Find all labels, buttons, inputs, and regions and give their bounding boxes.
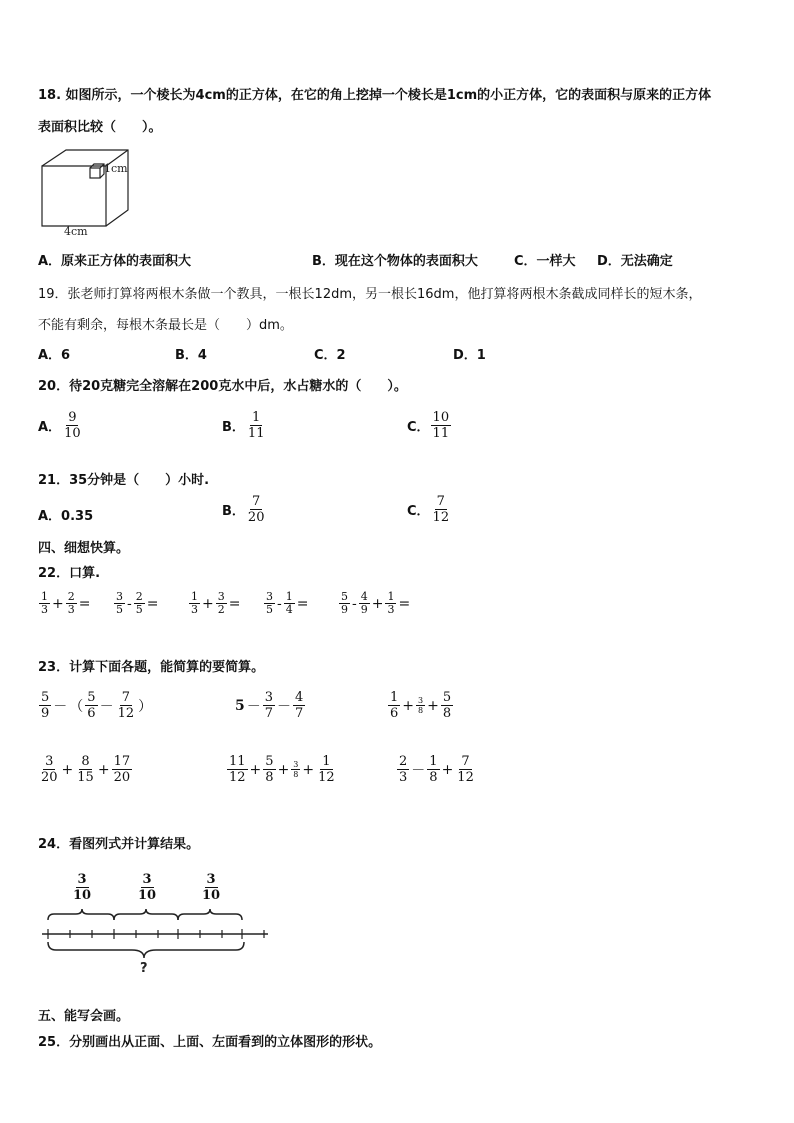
q23-expr-3: $\frac{1}{6}$ + $\frac{3}{8}$ + $\frac{5}{8}$: [390, 690, 452, 721]
q21-text: 21．35分钟是（ ）小时.: [38, 473, 210, 488]
cube-figure: [36, 146, 146, 238]
brace-top-3: [178, 909, 242, 920]
q22-item-1: $\frac{1}{3}$ + $\frac{2}{3}$ =: [41, 590, 91, 616]
q23-expr-1: $\frac{5}{9}$ － （ $\frac{5}{6}$ － $\frac{7}{12}$ ）: [41, 690, 153, 721]
small-cube-label: 1cm: [104, 162, 128, 175]
q22-item-3: $\frac{1}{3}$ + $\frac{3}{2}$ =: [191, 590, 241, 616]
cube-front-face: [42, 166, 106, 226]
q19-option-d: D．1: [453, 348, 486, 363]
q25-text: 25．分别画出从正面、上面、左面看到的立体图形的形状。: [38, 1035, 382, 1050]
brace-top-1: [48, 909, 114, 920]
q22-item-5: $\frac{5}{9}$ - $\frac{4}{9}$ + $\frac{1}{3}$ =: [341, 590, 411, 616]
q22-item-2: $\frac{3}{5}$ - $\frac{2}{5}$ =: [116, 590, 159, 616]
q20-text: 20．待20克糖完全溶解在200克水中后，水占糖水的（ ）。: [38, 379, 407, 394]
q19-line2: 不能有剩余，每根木条最长是（ ）dm。: [38, 318, 293, 333]
q20-option-c: C． $\frac{10}{11}$: [407, 410, 450, 441]
q19-option-b: B．4: [175, 348, 207, 363]
q18-option-a: A．原来正方体的表面积大: [38, 254, 192, 269]
q24-label-2: $\frac{3}{10}$: [138, 872, 157, 903]
q21-option-c: C． $\frac{7}{12}$: [407, 494, 450, 525]
q22-text: 22．口算.: [38, 566, 101, 581]
q21-option-a: A．0.35: [38, 509, 94, 524]
q18-option-b: B．现在这个物体的表面积大: [312, 254, 478, 269]
q20-option-b: B． $\frac{1}{11}$: [222, 410, 265, 441]
number-line-diagram: [40, 908, 272, 974]
q24-text: 24．看图列式并计算结果。: [38, 837, 200, 852]
q18-option-c: C．一样大: [514, 254, 576, 269]
q23-expr-2: 5 － $\frac{3}{7}$ － $\frac{4}{7}$: [235, 690, 304, 721]
q24-label-3: $\frac{3}{10}$: [202, 872, 221, 903]
q23-expr-6: $\frac{2}{3}$ － $\frac{1}{8}$ + $\frac{7}{12}$: [399, 754, 474, 785]
section-5-heading: 五、能写会画。: [38, 1009, 130, 1024]
q19-line1: 19．张老师打算将两根木条做一个教具，一根长12dm，另一根长16dm，他打算将两根木条截成同样长的短木条，: [38, 287, 702, 302]
brace-top-2: [114, 909, 178, 920]
small-cube-cut: [90, 168, 100, 178]
q22-item-4: $\frac{3}{5}$ - $\frac{1}{4}$ =: [266, 590, 309, 616]
q18-line2: 表面积比较（ ）。: [38, 120, 162, 135]
q23-text: 23．计算下面各题，能简算的要简算。: [38, 660, 265, 675]
section-4-heading: 四、细想快算。: [38, 541, 130, 556]
q23-expr-4: $\frac{3}{20}$ + $\frac{8}{15}$ + $\frac{17}{20}$: [41, 754, 131, 785]
brace-bottom: [48, 942, 244, 958]
q18-option-d: D．无法确定: [597, 254, 673, 269]
q19-option-c: C．2: [314, 348, 346, 363]
q21-option-b: B． $\frac{7}{20}$: [222, 494, 265, 525]
q19-option-a: A．6: [38, 348, 71, 363]
q18-line1: 18. 如图所示，一个棱长为4cm的正方体，在它的角上挖掉一个棱长是1cm的小正方体，它的表面积与原来的正方体: [38, 88, 712, 103]
q24-label-1: $\frac{3}{10}$: [73, 872, 92, 903]
big-cube-label: 4cm: [64, 225, 88, 238]
q23-expr-5: $\frac{11}{12}$ + $\frac{5}{8}$ + $\frac{3}{8}$ + $\frac{1}{12}$: [229, 754, 335, 785]
question-mark-label: ?: [140, 961, 148, 974]
q20-option-a: A． $\frac{9}{10}$: [38, 410, 81, 441]
